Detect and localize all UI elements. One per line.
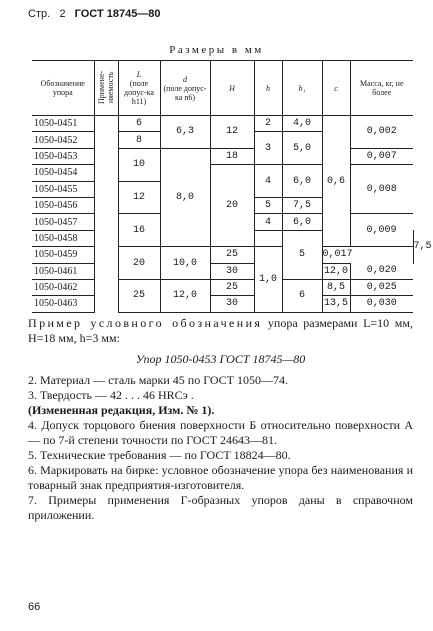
table-cell: 20	[118, 247, 160, 280]
cell-code: 1050-0458	[32, 230, 94, 246]
table-cell: 18	[210, 148, 254, 164]
col-L: L (поле допус-ка h11)	[118, 61, 160, 116]
table-cell: 0,6	[322, 116, 350, 247]
col-mass: Масса, кг, не более	[350, 61, 413, 116]
table-title: Размеры в мм	[169, 44, 264, 56]
table-cell: 8	[118, 132, 160, 148]
table-cell: 6	[282, 279, 322, 312]
col-d: d (поле допус-ка n6)	[160, 61, 210, 116]
table-cell: 20	[210, 165, 254, 247]
table-cell	[94, 116, 118, 313]
table-cell: 6,0	[282, 214, 322, 230]
table-cell: 25	[118, 279, 160, 312]
table-cell: 0,009	[350, 214, 413, 247]
table-cell: 12,0	[160, 279, 210, 312]
table-cell: 5	[254, 197, 282, 213]
cell-code: 1050-0462	[32, 279, 94, 295]
table-cell: 13,5	[322, 296, 350, 312]
table-cell: 6	[118, 116, 160, 132]
table-cell: 0,002	[350, 116, 413, 149]
cell-code: 1050-0463	[32, 296, 94, 312]
example-designation: Упор 1050-0453 ГОСТ 18745—80	[135, 352, 306, 366]
note-material: 2. Материал — сталь марки 45 по ГОСТ 1050—74.	[28, 373, 289, 387]
table-cell: 4	[254, 214, 282, 230]
page-number: 66	[28, 601, 41, 613]
table-cell: 0,030	[350, 296, 413, 312]
note-runout: 4. Допуск торцового биения поверхности Б относительно поверхности А — по 7-й степени точности по ГОСТ 24643—81.	[28, 418, 413, 447]
table-row	[32, 263, 413, 279]
table-row: 1050-0458 5 7,5	[32, 230, 413, 246]
table-cell: 8,5	[322, 279, 350, 295]
table-cell: 10,0	[160, 247, 210, 280]
table-cell: 3	[254, 132, 282, 165]
col-application: Примене-няемость	[94, 61, 118, 116]
table-row	[32, 165, 413, 181]
table-cell: 5,0	[282, 132, 322, 165]
table-cell: 6,3	[160, 116, 210, 149]
table-cell: 12,0	[322, 263, 350, 279]
table-cell: 0,007	[350, 148, 413, 164]
col-h1: h₁	[282, 61, 322, 116]
table-cell: 25	[210, 279, 254, 295]
note-examples: 7. Примеры применения Г-образных упоров даны в справочном приложении.	[28, 493, 413, 522]
page-header	[28, 8, 161, 20]
note-marking: 6. Маркировать на бирке: условное обозначение упора без наименования и товарный знак предприятия-изготовителя.	[28, 463, 413, 492]
page-label: Стр.	[28, 8, 51, 20]
table-cell: 4	[254, 165, 282, 198]
table-row	[32, 148, 413, 164]
notes-text	[28, 316, 413, 523]
table-cell: 0,025	[350, 279, 413, 295]
table-cell: 8,0	[160, 148, 210, 246]
table-cell: 25	[210, 247, 254, 263]
cell-code: 1050-0454	[32, 165, 94, 181]
cell-code: 1050-0456	[32, 197, 94, 213]
note-revision: (Измененная редакция, Изм. № 1).	[28, 403, 215, 417]
table-cell: 12	[118, 181, 160, 214]
table-cell: 16	[118, 214, 160, 247]
table-cell: 1,0	[254, 247, 282, 313]
cell-code: 1050-0461	[32, 263, 94, 279]
standard-code: ГОСТ 18745—80	[74, 8, 161, 20]
note-hardness: 3. Твердость — 42 . . . 46 HRCэ .	[28, 388, 194, 402]
table-cell: 30	[210, 263, 254, 279]
table-cell: 6,0	[282, 165, 322, 198]
cell-code: 1050-0452	[32, 132, 94, 148]
table-cell: 7,5	[282, 197, 322, 213]
cell-code: 1050-0455	[32, 181, 94, 197]
cell-code: 1050-0457	[32, 214, 94, 230]
table-header-row	[32, 61, 413, 116]
table-cell: 5	[282, 230, 322, 279]
table-row	[32, 279, 413, 295]
cell-code: 1050-0459	[32, 247, 94, 263]
table-cell: 10	[118, 148, 160, 181]
table-cell: 2	[254, 116, 282, 132]
table-row	[32, 116, 413, 132]
table-cell: 0,008	[350, 165, 413, 214]
note-requirements: 5. Технические требования — по ГОСТ 18824—80.	[28, 448, 291, 462]
col-h: h	[254, 61, 282, 116]
col-H: H	[210, 61, 254, 116]
col-c: c	[322, 61, 350, 116]
table-cell: 0,017	[322, 247, 350, 263]
table-cell: 4,0	[282, 116, 322, 132]
table-cell	[254, 230, 282, 246]
table-row	[32, 296, 413, 312]
table-cell: 0,020	[350, 263, 413, 279]
dimensions-table	[32, 60, 432, 313]
table-cell: 12	[210, 116, 254, 149]
table-cell: 30	[210, 296, 254, 312]
cell-code: 1050-0451	[32, 116, 94, 132]
page-num: 2	[59, 8, 66, 20]
example-intro: Пример условного обозначения упора размерами L=10 мм, H=18 мм, h=3 мм:	[28, 316, 413, 345]
cell-code: 1050-0453	[32, 148, 94, 164]
table-row	[32, 247, 413, 263]
col-code: Обозначение упора	[32, 61, 94, 116]
